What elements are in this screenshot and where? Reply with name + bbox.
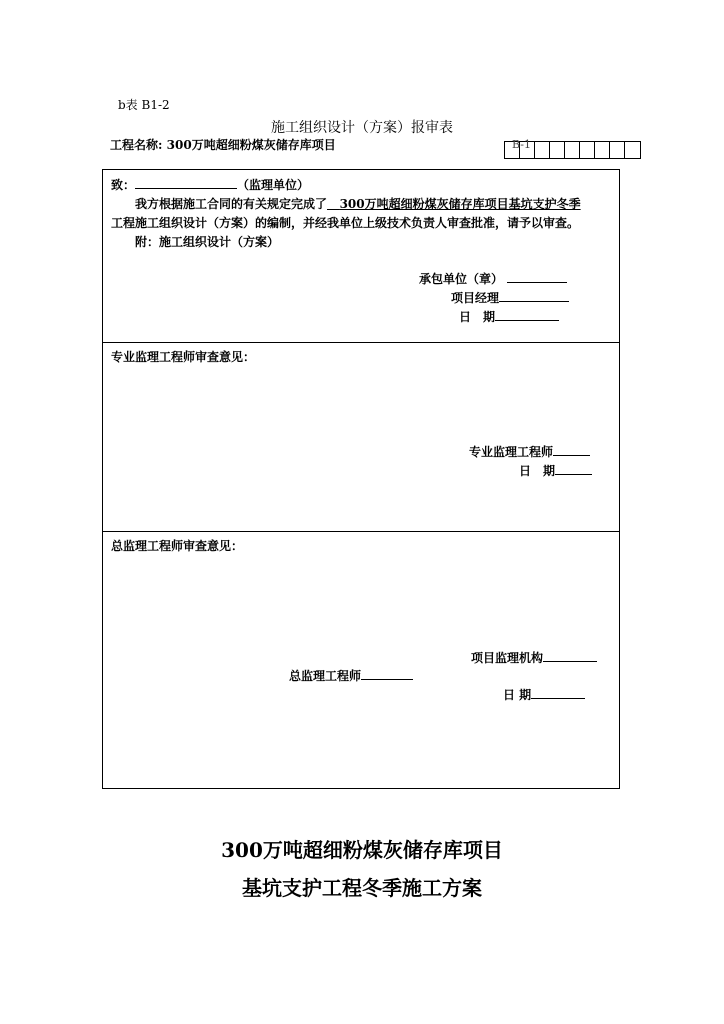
date-label-3: 日 期	[503, 688, 532, 702]
date-line-2	[519, 462, 592, 479]
body-line-1	[135, 195, 581, 212]
date-label-2: 日 期	[519, 464, 556, 478]
form-title: 施工组织设计（方案）报审表	[271, 120, 453, 136]
pm-blank[interactable]	[499, 289, 569, 302]
date-blank-2[interactable]	[555, 462, 592, 475]
chief-review-section	[103, 531, 619, 788]
body-prefix: 我方根据施工合同的有关规定完成了	[135, 197, 328, 211]
date-blank-1[interactable]	[495, 308, 559, 321]
supervisor-unit-blank[interactable]	[135, 176, 237, 189]
to-label: 致：	[111, 178, 136, 192]
date-line-1	[459, 308, 559, 325]
footer-title-line-1: 300万吨超细粉煤灰储存库项目	[221, 838, 503, 862]
agency-label: 项目监理机构	[471, 651, 544, 665]
contractor-label: 承包单位（章）	[419, 272, 504, 286]
specialist-engineer-line	[469, 443, 590, 460]
date-blank-3[interactable]	[531, 686, 585, 699]
pm-label: 项目经理	[451, 291, 500, 305]
chief-review-heading: 总监理工程师审查意见：	[111, 539, 244, 553]
body-underlined: 300万吨超细粉煤灰储存库项目基坑支护冬季	[339, 197, 581, 211]
footer-title-line-2: 基坑支护工程冬季施工方案	[242, 876, 482, 900]
chief-engineer-line	[289, 667, 413, 684]
attachment-line: 附：施工组织设计（方案）	[135, 235, 280, 249]
date-line-3	[503, 686, 585, 703]
chief-engineer-label: 总监理工程师	[289, 669, 362, 683]
date-label-1: 日 期	[459, 310, 496, 324]
form-code: b表 B1-2	[118, 98, 170, 112]
project-manager-line	[451, 289, 569, 306]
form-code-box-label: B-1	[512, 138, 532, 151]
body-line-2: 工程施工组织设计（方案）的编制，并经我单位上级技术负责人审查批准，请予以审查。	[111, 216, 580, 230]
agency-blank[interactable]	[543, 649, 597, 662]
agency-line	[471, 649, 597, 666]
chief-engineer-blank[interactable]	[361, 667, 413, 680]
project-name-line	[110, 136, 336, 153]
specialist-engineer-label: 专业监理工程师	[469, 445, 554, 459]
contractor-line	[419, 270, 567, 287]
project-label: 工程名称	[110, 138, 159, 152]
specialist-review-section	[103, 342, 619, 532]
submission-section	[103, 170, 619, 343]
contractor-blank[interactable]	[507, 270, 567, 283]
approval-form-table	[102, 169, 620, 789]
project-colon: :	[158, 138, 163, 152]
project-name: 300万吨超细粉煤灰储存库项目	[166, 138, 336, 152]
to-suffix: （监理单位）	[237, 178, 310, 192]
specialist-engineer-blank[interactable]	[553, 443, 590, 456]
to-line	[111, 176, 309, 193]
specialist-review-heading: 专业监理工程师审查意见：	[111, 350, 256, 364]
